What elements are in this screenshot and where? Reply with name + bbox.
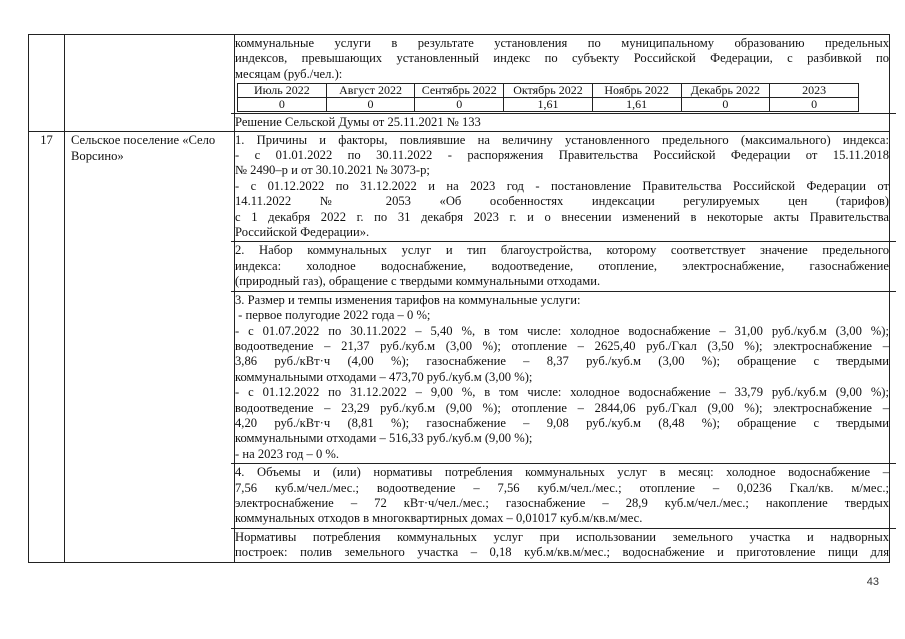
- text-line: 4,20 руб./кВт·ч (8,81 %); газоснабжение – 9,08 руб./куб.м (8,48 %); обращение с твердыми: [235, 415, 889, 430]
- text-line: 3,86 руб./кВт·ч (4,00 %); газоснабжение – 8,37 руб./куб.м (3,00 %); обращение с твердыми: [235, 354, 889, 369]
- table-row-17: [29, 131, 890, 562]
- page-number: 43: [866, 576, 879, 588]
- month-value: 1,61: [504, 98, 593, 112]
- row-name-cell-empty: [65, 35, 235, 132]
- month-value: 0: [681, 98, 770, 112]
- paragraph-consumption: [231, 463, 896, 528]
- row-content-cell: [235, 35, 890, 132]
- text-line: коммунальных отходов в многоквартирных домах – 0,01017 куб.м/кв.м/мес.: [235, 511, 643, 526]
- text-line: 1. Причины и факторы, повлиявшие на величину установленного предельного (максимального) индекса:: [235, 132, 889, 147]
- text-line: (природный газ), обращение с твердыми коммунальными отходами.: [235, 274, 601, 289]
- settlement-name-line: Ворсино»: [71, 149, 124, 164]
- month-header: Октябрь 2022: [504, 84, 593, 98]
- text-line: коммунальными отходами – 473,70 руб./куб.м (3,00 %);: [235, 369, 533, 384]
- row-name-cell: [65, 131, 235, 562]
- settlement-name-line: Сельское поселение «Село: [71, 132, 216, 147]
- text-line: 2. Набор коммунальных услуг и тип благоустройства, которому соответствует значение предельного: [235, 243, 889, 258]
- month-value: 0: [770, 98, 859, 112]
- text-line: с 1 декабря 2022 г. по 31 декабря 2023 г. и о внесении изменений в некоторые акты Правительства: [235, 209, 889, 224]
- month-header-row: [238, 84, 859, 98]
- text-line: - с 01.12.2022 по 31.12.2022 и на 2023 год - постановление Правительства Российской Федерации от: [235, 178, 889, 193]
- row-number-cell-empty: [29, 35, 65, 132]
- row-content-cell: [235, 131, 890, 562]
- month-header: Август 2022: [326, 84, 415, 98]
- paragraph-land-norms: [231, 528, 896, 562]
- month-header: Ноябрь 2022: [592, 84, 681, 98]
- text-line: построек: полив земельного участка – 0,18 куб.м/кв.м/мес.; водоснабжение и приготовление пищи для: [235, 545, 889, 560]
- text-line: Нормативы потребления коммунальных услуг при использовании земельного участка и надворных: [235, 529, 889, 544]
- text-line: индекса: холодное водоснабжение, водоотведение, отопление, электроснабжение, газоснабжение: [235, 258, 889, 273]
- text-line: коммунальными отходами – 516,33 руб./куб.м (9,00 %);: [235, 431, 533, 446]
- month-value: 0: [238, 98, 327, 112]
- paragraph-reasons: [235, 132, 889, 242]
- month-header: Декабрь 2022: [681, 84, 770, 98]
- row-number-cell: [29, 131, 65, 562]
- text-line: - первое полугодие 2022 года – 0 %;: [235, 308, 431, 323]
- month-value: 0: [415, 98, 504, 112]
- month-value: 1,61: [592, 98, 681, 112]
- text-line: электроснабжение – 72 кВт·ч/чел./мес.; газоснабжение – 28,9 куб.м/чел./мес.; накопление твердых: [235, 495, 889, 510]
- text-line: месяцам (руб./чел.):: [235, 66, 343, 81]
- decision-reference: Решение Сельской Думы от 25.11.2021 № 133: [231, 113, 896, 130]
- text-line: - с 01.12.2022 по 31.12.2022 – 9,00 %, в том числе: холодное водоснабжение – 33,79 руб./куб.м (9,00 %);: [235, 385, 889, 400]
- text-line: № 2490–р и от 30.10.2021 № 3073-р;: [235, 163, 430, 178]
- text-line: 14.11.2022 № 2053 «Об особенностях индексации регулируемых цен (тарифов): [235, 194, 889, 209]
- text-line: 3. Размер и темпы изменения тарифов на коммунальные услуги:: [235, 292, 581, 307]
- text-line: 7,56 куб.м/чел./мес.; водоотведение – 7,56 куб.м/чел./мес.; отопление – 0,0236 Гкал/кв. м/мес.;: [235, 480, 889, 495]
- text-line: - на 2023 год – 0 %.: [235, 446, 340, 461]
- month-header: 2023: [770, 84, 859, 98]
- paragraph-services-set: [231, 241, 896, 290]
- month-header: Сентябрь 2022: [415, 84, 504, 98]
- text-line: водоотведение – 21,37 руб./куб.м (3,00 %); отопление – 2625,40 руб./Гкал (3,50 %); электроснабжение –: [235, 338, 889, 353]
- month-header: Июль 2022: [238, 84, 327, 98]
- row-number: 17: [40, 132, 53, 147]
- month-value-row: [238, 98, 859, 112]
- text-line: - с 01.01.2022 по 30.11.2022 - распоряжения Правительства Российской Федерации от 15.11.2018: [235, 148, 889, 163]
- table-row-previous: [29, 35, 890, 132]
- text-line: Российской Федерации».: [235, 225, 370, 240]
- text-line: водоотведение – 23,29 руб./куб.м (9,00 %); отопление – 2844,06 руб./Гкал (9,00 %); электроснабжение –: [235, 400, 889, 415]
- text-line: 4. Объемы и (или) нормативы потребления коммунальных услуг в месяц: холодное водоснабжение –: [235, 465, 889, 480]
- text-line: индексов, превышающих установленный индекс по субъекту Российской Федерации, с разбивкой по: [235, 51, 889, 66]
- text-line: - с 01.07.2022 по 30.11.2022 – 5,40 %, в том числе: холодное водоснабжение – 31,00 руб./куб.м (3,00 %);: [235, 323, 889, 338]
- monthly-index-table: [237, 83, 859, 112]
- paragraph-tariffs: [231, 291, 896, 463]
- month-value: 0: [326, 98, 415, 112]
- text-line: коммунальные услуги в результате установления по муниципальному образованию предельных: [235, 36, 889, 50]
- document-table: [28, 34, 890, 563]
